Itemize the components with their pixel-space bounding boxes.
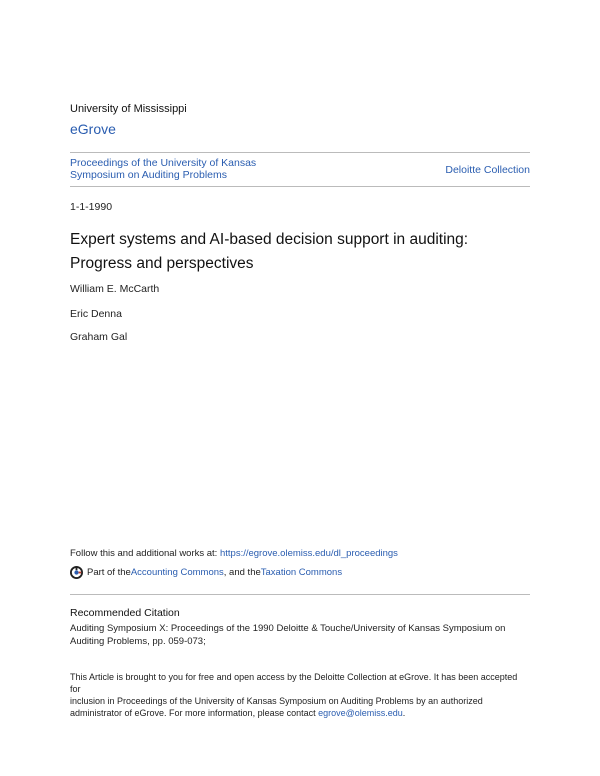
part-of-prefix: Part of the (87, 567, 131, 578)
author-1: William E. McCarth (70, 283, 160, 295)
series-line-1: Proceedings of the University of Kansas (70, 157, 257, 169)
collection-link[interactable]: Deloitte Collection (445, 164, 530, 176)
accounting-commons-link[interactable]: Accounting Commons (130, 567, 224, 578)
part-of-middle: , and the (223, 567, 261, 578)
egrove-link[interactable]: eGrove (70, 121, 116, 137)
citation-divider (70, 594, 530, 595)
proceedings-url-link[interactable]: https://egrove.olemiss.edu/dl_proceedings (219, 548, 398, 559)
publication-date: 1-1-1990 (70, 201, 113, 213)
series-link[interactable] (70, 157, 300, 181)
access-line-3-suffix: . (402, 708, 406, 718)
series-divider (70, 186, 530, 187)
citation-text (70, 623, 530, 648)
follow-line (70, 548, 398, 559)
author-3: Graham Gal (70, 331, 128, 343)
top-divider (70, 152, 530, 153)
title-line-1: Expert systems and AI-based decision support in auditing: (70, 231, 469, 248)
part-of-line (70, 566, 342, 579)
citation-line-2: Auditing Problems, pp. 059-073; (70, 635, 206, 647)
series-line-2: Symposium on Auditing Problems (70, 169, 227, 181)
citation-line-1: Auditing Symposium X: Proceedings of the 1990 Deloitte & Touche/University of Kansas Symposium on (70, 623, 506, 634)
taxation-commons-link[interactable]: Taxation Commons (260, 567, 343, 578)
author-2: Eric Denna (70, 308, 122, 320)
access-line-3-prefix: administrator of eGrove. For more information, please contact (70, 708, 319, 718)
institution-name: University of Mississippi (70, 103, 187, 115)
access-line-2: inclusion in Proceedings of the University of Kansas Symposium on Auditing Problems by an authorized (70, 696, 483, 706)
title-line-2: Progress and perspectives (70, 255, 254, 272)
article-title (70, 228, 540, 276)
contact-email-link[interactable]: egrove@olemiss.edu (318, 708, 403, 718)
access-line-1: This Article is brought to you for free and open access by the Deloitte Collection at eGrove. It has been accepted for (70, 672, 518, 694)
citation-heading: Recommended Citation (70, 607, 180, 619)
follow-prefix: Follow this and additional works at: (70, 548, 220, 559)
network-commons-icon (70, 566, 83, 579)
access-notice (70, 671, 530, 719)
